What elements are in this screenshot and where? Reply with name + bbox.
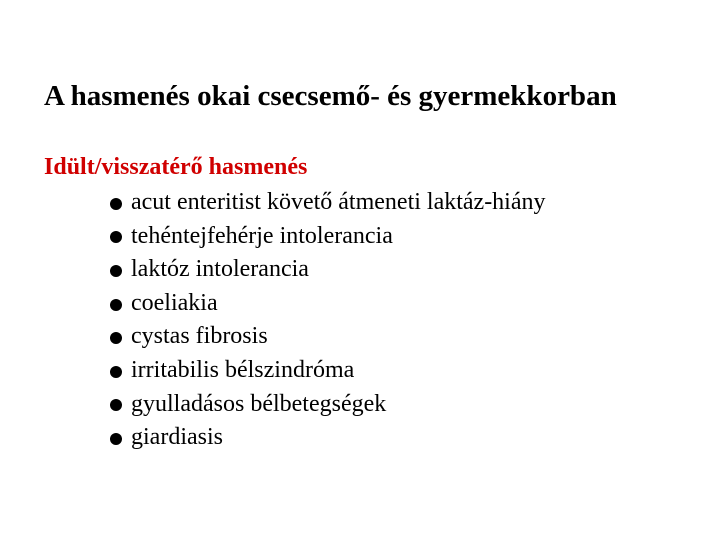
bullet-icon [110,265,122,277]
slide-title: A hasmenés okai csecsemő- és gyermekkorban [44,80,617,112]
list-item [110,320,546,354]
list-item-text: gyulladásos bélbetegségek [131,390,387,417]
list-item-text: acut enteritist követő átmeneti laktáz-hiány [131,189,546,215]
list-item [110,220,546,254]
bullet-icon [110,332,122,344]
bullet-icon [110,399,122,411]
list-item-text: irritabilis bélszindróma [131,356,355,383]
list-item-text: laktóz intolerancia [131,256,309,283]
bullet-icon [110,433,122,445]
list-item [110,388,546,422]
list-item [110,253,546,287]
list-item [110,421,546,455]
list-item-text: tehéntejfehérje intolerancia [131,222,393,249]
bullet-list [110,186,546,455]
list-item [110,186,546,220]
list-item-text: coeliakia [131,289,218,316]
list-item-text: giardiasis [131,424,223,451]
section-heading: Idült/visszatérő hasmenés [44,154,308,180]
bullet-icon [110,366,122,378]
list-item [110,354,546,388]
list-item [110,287,546,321]
list-item-text: cystas fibrosis [131,323,268,350]
bullet-icon [110,198,122,210]
bullet-icon [110,231,122,243]
bullet-icon [110,299,122,311]
